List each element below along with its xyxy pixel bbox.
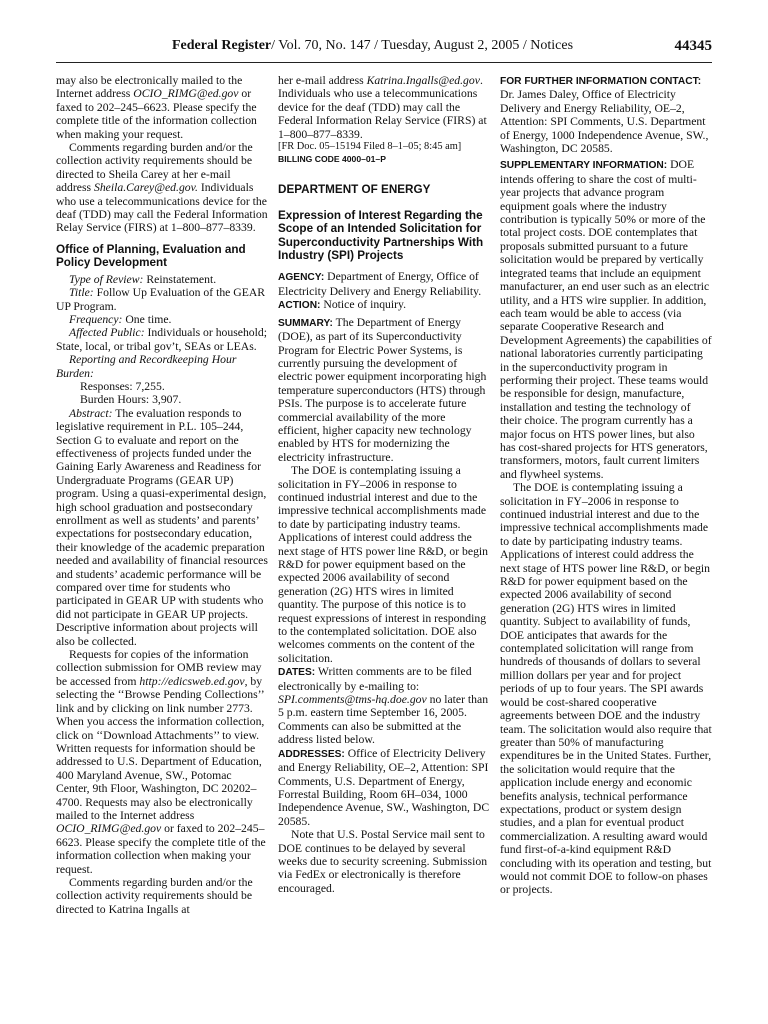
affected-public-field [56,326,268,353]
column-3 [500,74,712,1016]
issue-details: / Vol. 70, No. 147 / Tuesday, August 2, 2005 / Notices [271,38,574,53]
text: . Individuals who use a telecommunications device for the deaf (TDD) may call the Federal Information Relay Service (FIRS) at 1–800–877–8339. [278,74,487,141]
field-value: The Department of Energy (DOE), as part of its Superconductivity Program for Electric Power Systems, is currently pursuing the development of electric power equipment incorporating high temperature superconductors (HTS) through PSIs. The purpose is to accelerate future commercial availability of the more efficient, higher capacity new technology enabled by HTS for modernizing the electricity infrastructure. [278,315,487,464]
billing-code: BILLING CODE 4000–01–P [278,154,386,165]
field-label: AGENCY: [278,272,325,284]
field-label: Type of Review: [69,272,144,286]
field-value: no later than 5 p.m. eastern time September 16, 2005. Comments can also be submitted at the address listed below. [278,693,489,747]
text: or faxed to 202–245–6623. Please specify the complete title of the information collection when making your request. [56,87,257,141]
field-value: Follow Up Evaluation of the GEAR UP Program. [56,286,266,313]
text: , by selecting the ‘‘Browse Pending Collections’’ link and by clicking on link number 2773. When you access the information collection, click on ‘‘Download Attachments’’ to view. Written requests for information should be addressed to U.S. Department of Education, 400 Maryland Avenue, SW., Potomac Center, 9th Floor, Washington, DC 20202–4700. Requests may also be electronically mailed to the Internet address [56,674,265,822]
responses-value: Responses: 7,255. [80,379,165,393]
paragraph: Comments regarding burden and/or the collection activity requirements should be directed to Katrina Ingalls at [56,875,253,916]
email-link[interactable]: OCIO_RIMG@ed.gov [56,822,162,836]
email-link[interactable]: SPI.comments@tms-hq.doe.gov [278,693,427,707]
text: Requests for copies of the information collection submission for OMB review may be accessed from [56,648,262,688]
field-value: DOE intends offering to share the cost of multi-year projects that advance program equipment goals where the industry contribution is typically 50% or more of the total project costs. DOE contemplates that proposals submitted pursuant to a future solicitation would be prepared by vertically integrated teams that include an equipment manufacturer, an end user such as an electric utility, and a HTS wire supplier. In addition, each team would be able to access (via separate Cooperative Research and Development Agreements) the capabilities of national laboratories currently participating in the superconductivity program in performing their project. These teams would be responsible for design, manufacture, installation and testing the technology of their choice. The program currently has a major focus on HTS power lines, but also has cost-shared projects for HTS generators, transformers, motors, fault current limiters and flywheel systems. [500,158,712,481]
field-value: Office of Electricity Delivery and Energy Reliability, OE–2, Attention: SPI Comments, U.S. Department of Energy, Forrestal Building, Room 6H–034, 1000 Independence Avenue, SW., Washington, DC 20585. [278,746,490,828]
agency-field [278,270,490,298]
paragraph [56,648,268,876]
text: Comments regarding burden and/or the collection activity requirements should be directed to Sheila Carey at her e-mail address [56,141,253,195]
field-label: Affected Public: [69,326,145,340]
text: or faxed to 202–245–6623. Please specify the complete title of the information collection when making your request. [56,822,266,876]
dates-field [278,665,490,746]
text: her e-mail address [278,74,367,87]
field-value: Notice of inquiry. [320,298,407,312]
contact-field [500,74,712,155]
paragraph: The DOE is contemplating issuing a solicitation in FY–2006 in response to continued industrial interest and due to the impressive technical accomplishments made to date by participating industry teams. Applications of interest could address the next stage of HTS power line R&D, or begin R&D for power equipment based on the expected 2006 availability of second generation (2G) HTS wires in limited quantity. Subject to availability of funds, DOE anticipates that awards for the contemplated solicitation will range from hundreds of thousands of dollars to several million dollars per year and for project periods of up to four years. The SPI awards would be cost-shared cooperative agreements between DOE and the industry team. The solicitation would also require that greater than 50% of manufacturing expenditures be in the United States. Further, the solicitation would require that the application include energy and economic benefits analysis, technical performance expectations, product or system design studies, and a plan for eventual product commercialization. A resulting award would fund first-of-a-kind equipment R&D concluding with its operation and testing, but would not commit DOE to follow-on phases or projects. [500,481,712,897]
header-rule [56,62,712,63]
field-label: ACTION: [278,300,321,312]
field-label: Reporting and Recordkeeping Hour Burden: [56,353,237,380]
title-field [56,286,268,313]
burden-label [56,353,268,380]
column-2 [278,74,490,1016]
email-link[interactable]: Katrina.Ingalls@ed.gov [366,74,480,87]
department-heading: DEPARTMENT OF ENERGY [278,183,431,197]
supplementary-field [500,158,712,481]
field-label: FOR FURTHER INFORMATION CONTACT: [500,76,702,87]
field-value: One time. [122,312,172,326]
email-link[interactable]: Sheila.Carey@ed.gov. [93,181,198,195]
field-value: Dr. James Daley, Office of Electricity Delivery and Energy Reliability, OE–2, Attention: SPI Comments, U.S. Department of Energy, 1000 Independence Avenue, SW., Washington, DC 20585. [500,88,709,156]
field-value: Reinstatement. [143,272,217,286]
page-header [56,38,712,60]
text: may also be electronically mailed to the Internet address [56,74,243,101]
notice-title: Expression of Interest Regarding the Scope of an Intended Solicitation for Superconductivity Partnerships With Industry (SPI) Projects [278,208,484,263]
field-label: Title: [69,286,94,300]
publication-name: Federal Register [172,38,272,53]
abstract-field [56,407,268,648]
email-link[interactable]: OCIO_RIMG@ed.gov [133,87,239,101]
office-heading: Office of Planning, Evaluation and Policy Development [56,242,246,270]
field-label: DATES: [278,667,316,679]
field-label: SUPPLEMENTARY INFORMATION: [500,160,668,172]
paragraph: The DOE is contemplating issuing a solicitation in FY–2006 in response to continued industrial interest and due to the impressive technical accomplishments made to date by participating industry teams. Applications of interest could address the next stage of HTS power line R&D, or begin R&D for power equipment based on the expected 2006 availability of second generation (2G) HTS wires in limited quantity. The purpose of this notice is to request expressions of interest in responding to the contemplated solicitation. DOE also welcomes comments on the content of the solicitation. [278,464,489,665]
action-field [278,298,490,312]
addresses-field [278,747,490,828]
field-label: Frequency: [69,312,123,326]
field-value: Written comments are to be filed electronically by e-mailing to: [278,665,472,693]
running-head [172,38,573,54]
page-number: 44345 [674,38,712,54]
fr-doc-line: [FR Doc. 05–15194 Filed 8–1–05; 8:45 am] [278,141,462,153]
paragraph: Note that U.S. Postal Service mail sent to DOE continues to be delayed by several weeks due to security screening. Submission via FedEx or electronically is therefore encouraged. [278,828,488,895]
frequency-field [56,313,268,326]
type-of-review [56,273,268,286]
url-link[interactable]: http://edicsweb.ed.gov [139,674,245,688]
field-value: Individuals or household; State, local, or tribal gov’t, SEAs or LEAs. [56,326,267,353]
burden-hours-value: Burden Hours: 3,907. [80,393,182,407]
field-value: The evaluation responds to legislative requirement in P.L. 105–244, Section G to evaluate and report on the effectiveness of projects funded under the Gaining Early Awareness and Readiness for Undergraduate Programs (GEAR UP) program. Using a quasi-experimental design, high school graduation and postsecondary enrollment as well as students’ and parents’ expectations for postsecondary education, their knowledge of the academic preparation needed and availability of financial resources and students’ academic performance will be compared over time for students who participated in GEAR UP with students who did not participate in GEAR UP projects. Descriptive information about projects will also be collected. [56,406,268,648]
field-label: Abstract: [69,406,113,420]
column-1 [56,74,268,1016]
paragraph [56,141,268,235]
summary-field [278,316,490,464]
field-label: SUMMARY: [278,317,333,329]
paragraph [56,74,268,141]
text: Individuals who use a telecommunications device for the deaf (TDD) may call the Federal Information Relay Service (FIRS) at 1–800–877–8339. [56,181,268,235]
paragraph [278,74,490,141]
field-value: Department of Energy, Office of Electricity Delivery and Energy Reliability. [278,270,482,298]
field-label: ADDRESSES: [278,748,345,760]
